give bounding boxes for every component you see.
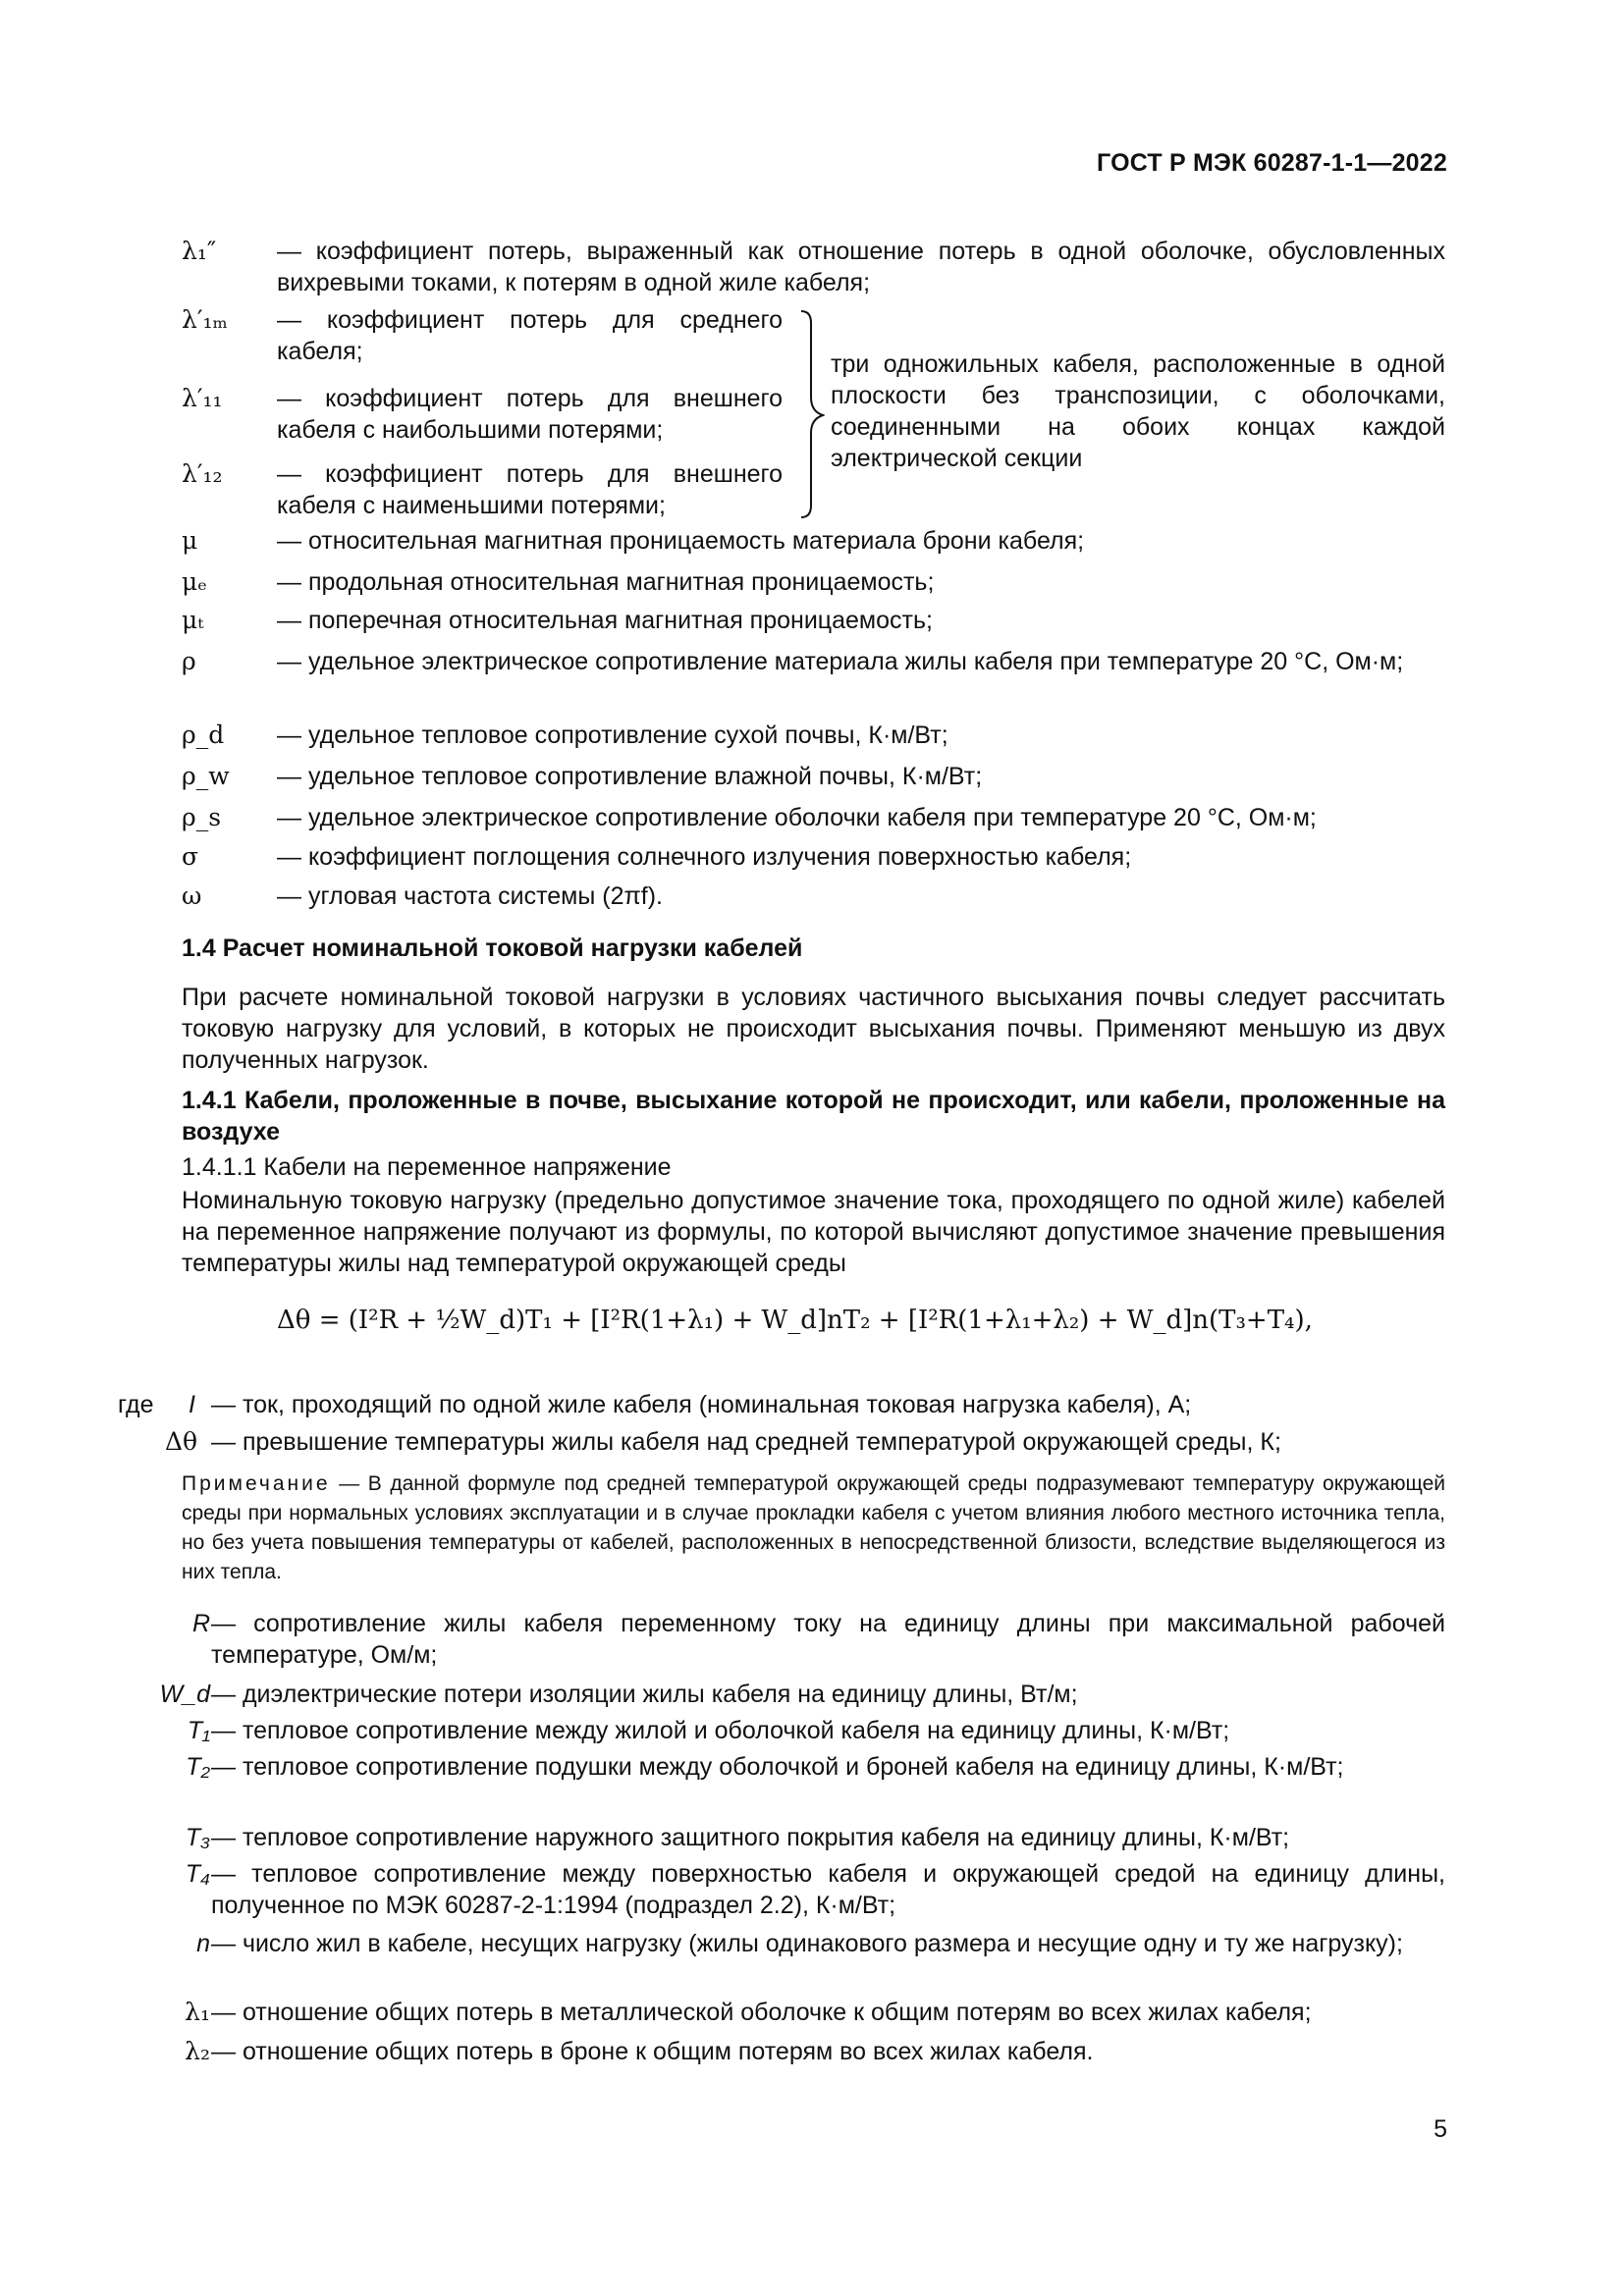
symbol: λ′₁₂	[182, 459, 223, 488]
symbol: I	[189, 1391, 195, 1418]
document-header: ГОСТ Р МЭК 60287-1-1—2022	[1097, 149, 1447, 177]
symbol-description: — угловая частота системы (2πf).	[277, 882, 663, 910]
symbol: λ₂	[185, 2037, 210, 2065]
symbol: λ′₁ₘ	[182, 305, 228, 334]
symbol-description: — превышение температуры жилы кабеля над средней температурой окружающей среды, К;	[211, 1428, 1281, 1456]
symbol: λ₁	[185, 1998, 210, 2026]
symbol: ρ_s	[182, 803, 222, 831]
symbol-description: — удельное тепловое сопротивление сухой почвы, К·м/Вт;	[277, 721, 948, 749]
symbol: ω	[182, 881, 202, 910]
symbol: T₄	[185, 1860, 210, 1888]
symbol: ρ_d	[182, 721, 225, 749]
symbol: μₜ	[182, 606, 204, 634]
symbol-description: — продольная относительная магнитная проницаемость;	[277, 568, 935, 596]
symbol-description: — тепловое сопротивление между жилой и оболочкой кабеля на единицу длины, К·м/Вт;	[211, 1717, 1230, 1744]
symbol: T₂	[186, 1753, 210, 1781]
symbol: R	[191, 1610, 210, 1637]
formula: Δθ = (I²R + ½W_d)T₁ + [I²R(1+λ₁) + W_d]nT₂ + [I²R(1+λ₁+λ₂) + W_d]n(T₃+T₄),	[277, 1306, 1313, 1335]
symbol-description: — коэффициент потерь для внешнего кабеля с наименьшими потерями;	[277, 460, 783, 519]
paragraph: Номинальную токовую нагрузку (предельно допустимое значение тока, проходящего по одной жиле) кабелей на переменное напряжение получают из формулы, по которой вычисляют допустимое значение превышения температуры жилы над температурой окружающей среды	[182, 1187, 1445, 1277]
symbol-description: — число жил в кабеле, несущих нагрузку (жилы одинакового размера и несущие одну и ту же нагрузку);	[211, 1930, 1403, 1957]
note-text: — В данной формуле под средней температурой окружающей среды подразумевают температуру окружающей среды при нормальных условиях эксплуатации и в случае прокладки кабеля с учетом влияния любого местного источника тепла, но без учета повышения температуры от кабелей, расположенных в непосредственной близости, вследствие выделяющегося из них тепла.	[182, 1472, 1445, 1583]
symbol-description: — удельное электрическое сопротивление оболочки кабеля при температуре 20 °С, Ом·м;	[277, 804, 1317, 831]
symbol-description: — диэлектрические потери изоляции жилы кабеля на единицу длины, Вт/м;	[211, 1681, 1078, 1708]
symbol-description: — относительная магнитная проницаемость материала брони кабеля;	[277, 527, 1085, 555]
symbol: T₃	[185, 1824, 210, 1851]
subsection-heading: 1.4.1 Кабели, проложенные в почве, высыхание которой не происходит, или кабели, проложенные на воздухе	[182, 1087, 1445, 1146]
symbol: T₁	[187, 1717, 210, 1744]
paragraph-text: При расчете номинальной токовой нагрузки в условиях частичного высыхания почвы следует рассчитать токовую нагрузку для условий, в которых не происходит высыхания почвы. Применяют меньшую из двух полученных нагрузок.	[182, 984, 1445, 1074]
page-number: 5	[1434, 2115, 1447, 2143]
symbol: n	[196, 1930, 210, 1957]
symbol-description: — отношение общих потерь в металлической оболочке к общим потерям во всех жилах кабеля;	[211, 1999, 1312, 2026]
symbol: Δθ	[165, 1427, 198, 1456]
symbol-description: — поперечная относительная магнитная проницаемость;	[277, 607, 933, 634]
section-heading: 1.4 Расчет номинальной токовой нагрузки кабелей	[182, 934, 803, 962]
symbol: λ′₁₁	[182, 384, 223, 412]
symbol-description: — коэффициент потерь, выраженный как отношение потерь в одной оболочке, обусловленных вихревыми токами, к потерям в одной жиле кабеля;	[277, 238, 1445, 296]
symbol: μₑ	[182, 567, 207, 596]
symbol-description: — сопротивление жилы кабеля переменному току на единицу длины при максимальной рабочей температуре, Ом/м;	[211, 1610, 1445, 1669]
symbol: ρ	[182, 647, 196, 675]
symbol: μ	[182, 526, 198, 555]
symbol-description: — коэффициент поглощения солнечного излучения поверхностью кабеля;	[277, 843, 1132, 871]
symbol: λ₁″	[182, 237, 217, 265]
symbol: σ	[182, 842, 199, 871]
symbol-description: — удельное тепловое сопротивление влажной почвы, К·м/Вт;	[277, 763, 983, 790]
note	[182, 1469, 1445, 1587]
subsubsection-heading: 1.4.1.1 Кабели на переменное напряжение	[182, 1153, 672, 1181]
symbol-description: — тепловое сопротивление между поверхностью кабеля и окружающей средой на единицу длины, полученное по МЭК 60287-2-1:1994 (подраздел 2.2), К·м/Вт;	[211, 1860, 1445, 1919]
curly-brace-icon	[795, 309, 825, 520]
symbol-description: — удельное электрическое сопротивление материала жилы кабеля при температуре 20 °С, Ом·м;	[277, 648, 1404, 675]
symbol-description: — коэффициент потерь для внешнего кабеля с наибольшими потерями;	[277, 385, 783, 444]
symbol: W_d	[159, 1681, 210, 1708]
paragraph	[182, 982, 1445, 1076]
where-label: где	[118, 1391, 154, 1418]
symbol: ρ_w	[182, 762, 230, 790]
symbol-description: — отношение общих потерь в броне к общим потерям во всех жилах кабеля.	[211, 2038, 1094, 2065]
note-label: Примечание	[182, 1472, 331, 1495]
symbol-description: — тепловое сопротивление наружного защитного покрытия кабеля на единицу длины, К·м/Вт;	[211, 1824, 1290, 1851]
symbol-description: — ток, проходящий по одной жиле кабеля (номинальная токовая нагрузка кабеля), А;	[211, 1391, 1192, 1418]
symbol-description: — тепловое сопротивление подушки между оболочкой и броней кабеля на единицу длины, К·м/Вт;	[211, 1753, 1344, 1781]
symbol-description: — коэффициент потерь для среднего кабеля;	[277, 306, 783, 365]
brace-group-text: три одножильных кабеля, расположенные в одной плоскости без транспозиции, с оболочками, соединенными на обоих концах каждой электрической секции	[831, 350, 1445, 472]
